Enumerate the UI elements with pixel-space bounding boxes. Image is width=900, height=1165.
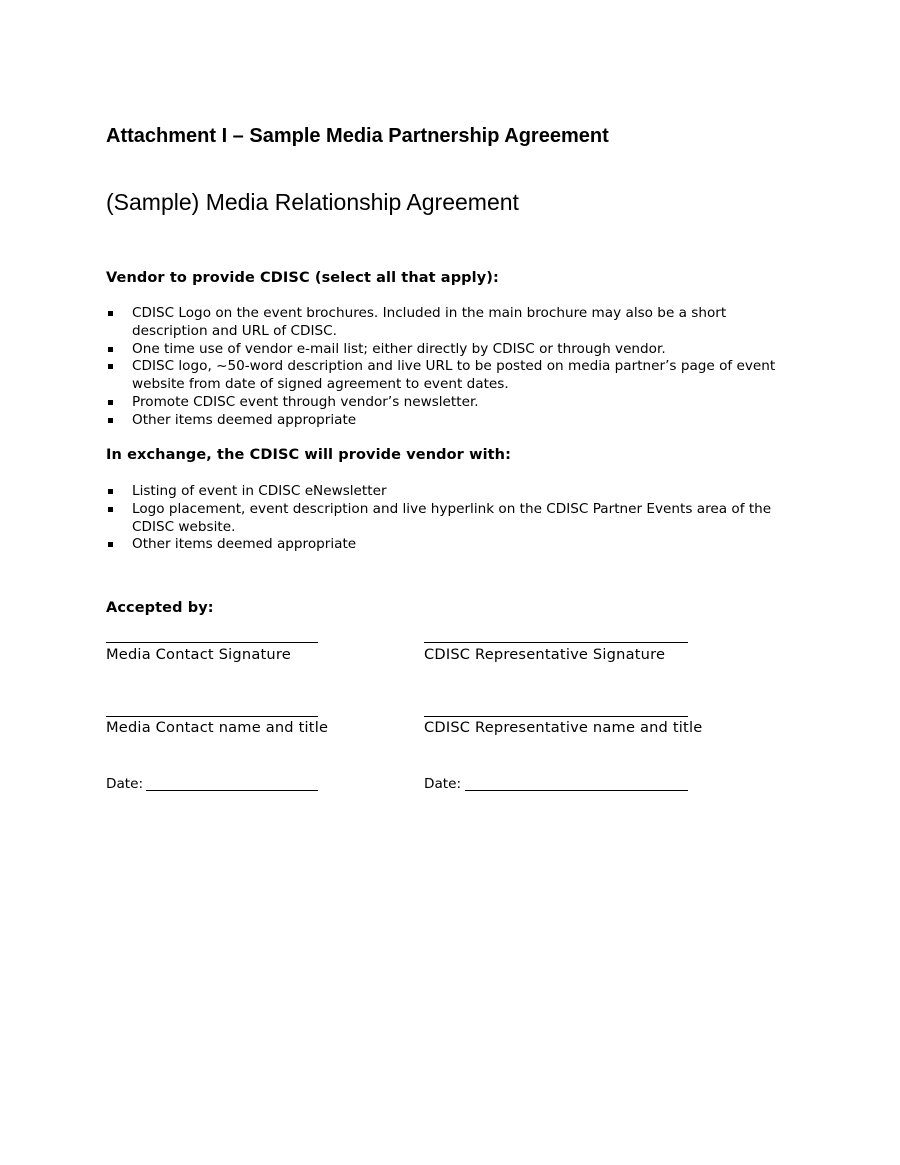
media-signature-label: Media Contact Signature [106, 646, 291, 663]
list-item-text: CDISC Logo on the event brochures. Included in the main brochure may also be a short description and URL of CDISC. [132, 305, 727, 339]
media-name-line [106, 716, 318, 717]
exchange-section-heading: In exchange, the CDISC will provide vendor with: [106, 447, 511, 463]
cdisc-signature-label: CDISC Representative Signature [424, 646, 666, 663]
square-bullet-icon [108, 311, 113, 316]
cdisc-name-line [424, 716, 688, 717]
attachment-heading: Attachment I – Sample Media Partnership Agreement [106, 125, 609, 147]
cdisc-signature-line [424, 642, 688, 643]
list-item [106, 394, 796, 412]
square-bullet-icon [108, 400, 113, 405]
list-item-text: One time use of vendor e-mail list; either directly by CDISC or through vendor. [132, 340, 666, 357]
square-bullet-icon [108, 542, 113, 547]
vendor-provides-list [106, 305, 796, 430]
cdisc-provides-list [106, 483, 796, 554]
accepted-by-heading: Accepted by: [106, 600, 214, 616]
list-item [106, 305, 796, 341]
list-item [106, 412, 796, 430]
media-signature-line [106, 642, 318, 643]
square-bullet-icon [108, 489, 113, 494]
square-bullet-icon [108, 418, 113, 423]
square-bullet-icon [108, 507, 113, 512]
list-item-text: Listing of event in CDISC eNewsletter [132, 483, 387, 499]
list-item [106, 501, 796, 537]
media-date-label: Date: [106, 776, 144, 792]
list-item [106, 341, 796, 359]
list-item-text: CDISC logo, ~50-word description and live URL to be posted on media partner’s page of event website from date of signed agreement to event dates. [132, 358, 776, 393]
list-item-text: Logo placement, event description and live hyperlink on the CDISC Partner Events area of the CDISC website. [132, 500, 772, 535]
list-item-text: Other items deemed appropriate [132, 536, 357, 553]
list-item-text: Promote CDISC event through vendor’s newsletter. [132, 393, 479, 410]
cdisc-date-label: Date: [424, 776, 462, 792]
square-bullet-icon [108, 364, 113, 369]
cdisc-date-line [465, 790, 688, 791]
square-bullet-icon [108, 347, 113, 352]
document-title: (Sample) Media Relationship Agreement [106, 189, 519, 215]
list-item [106, 358, 796, 394]
cdisc-name-title-label: CDISC Representative name and title [424, 719, 703, 736]
media-date-line [146, 790, 318, 791]
vendor-section-heading: Vendor to provide CDISC (select all that apply): [106, 270, 499, 286]
list-item [106, 536, 796, 554]
media-name-title-label: Media Contact name and title [106, 719, 329, 736]
list-item-text: Other items deemed appropriate [132, 411, 357, 428]
list-item [106, 483, 796, 501]
